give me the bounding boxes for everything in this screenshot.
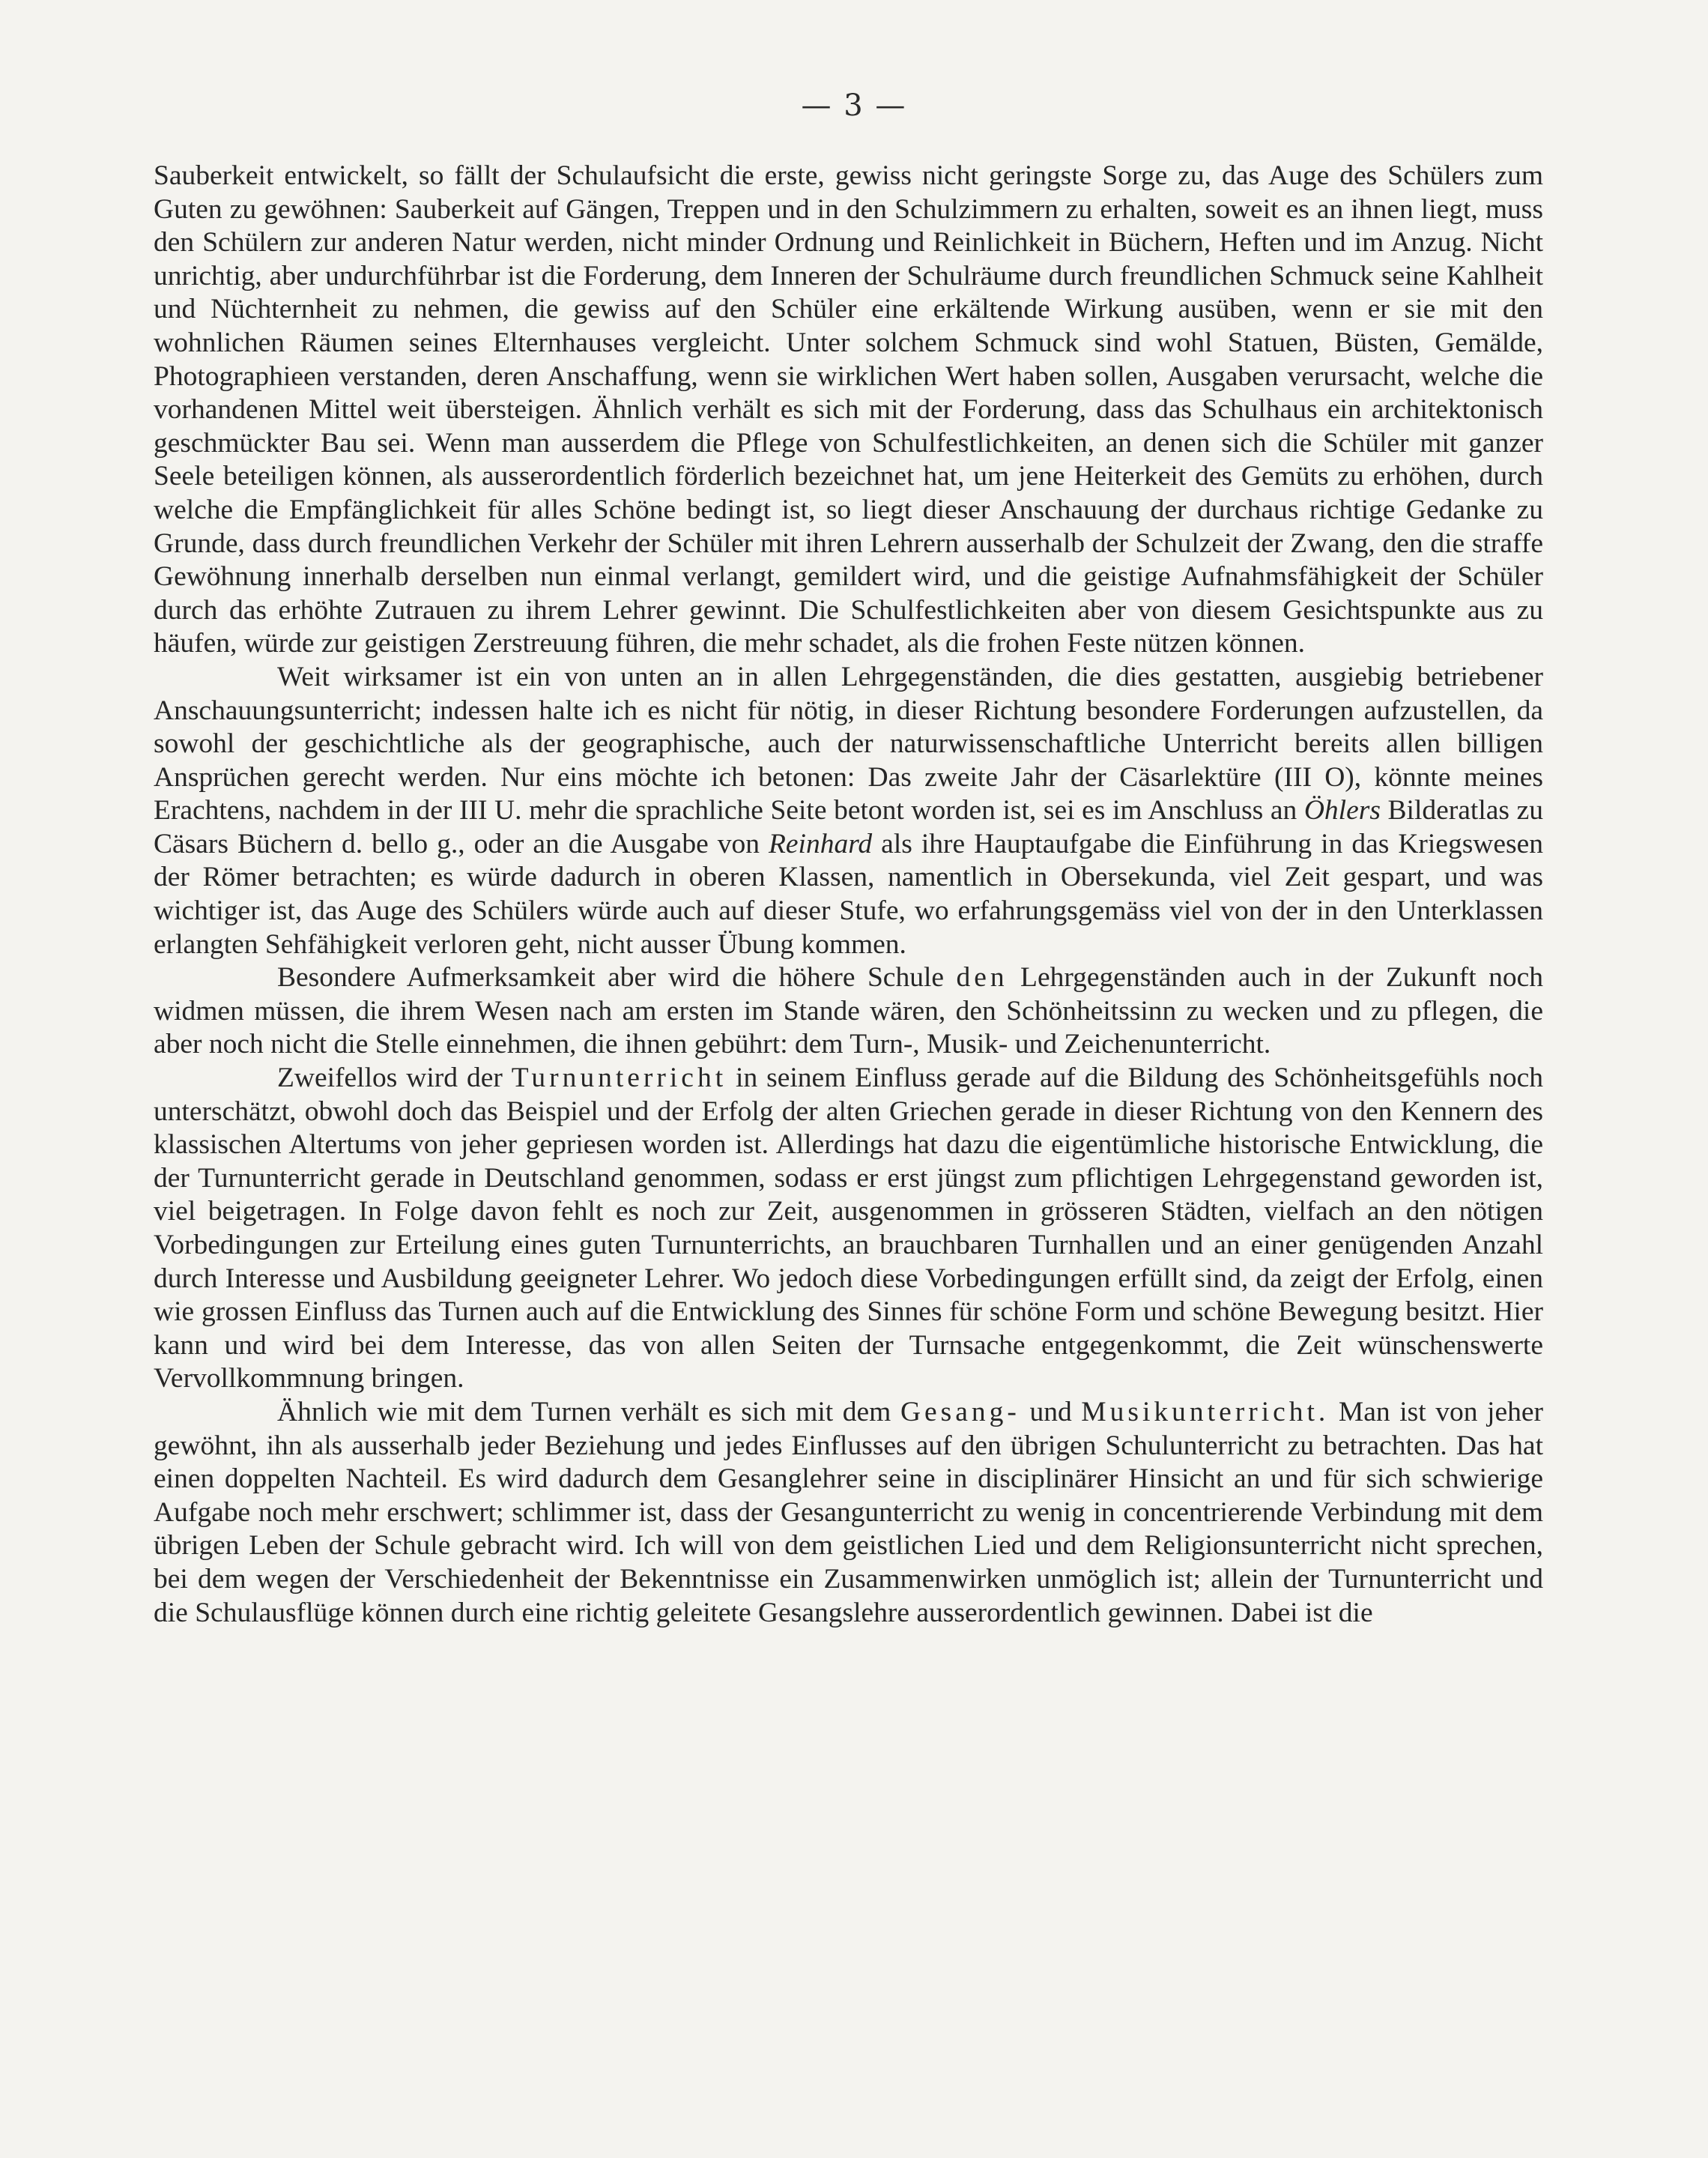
paragraph-1 (154, 160, 1543, 661)
italic-name: Öhlers (1303, 795, 1381, 826)
paragraph-3 (154, 961, 1543, 1062)
paragraph-2 (154, 661, 1543, 961)
text-run: Sauberkeit entwickelt, so fällt der Schulaufsicht die erste, gewiss nicht geringste Sorge zu, das Auge des Schülers zum Guten zu gewöhnen: Sauberkeit auf Gängen, Treppen und in den Schulzimmern zu erhalten, soweit es an ihnen liegt, muss den Schülern zur anderen Natur werden, nicht minder Ordnung und Reinlichkeit in Büchern, Heften und im Anzug. Nicht unrichtig, aber undurchführbar ist die Forderung, dem Inneren der Schulräume durch freundlichen Schmuck seine Kahlheit und Nüchternheit zu nehmen, die gewiss auf den Schüler eine erkältende Wirkung ausüben, wenn er sie mit den wohnlichen Räumen seines Elternhauses vergleicht. Unter solchem Schmuck sind wohl Statuen, Büsten, Gemälde, Photographieen verstanden, deren Anschaffung, wenn sie wirklichen Wert haben sollen, Ausgaben verursacht, welche die vorhandenen Mittel weit übersteigen. Ähnlich verhält es sich mit der Forderung, dass das Schulhaus ein architektonisch geschmückter Bau sei. Wenn man ausserdem die Pflege von Schulfestlichkeiten, an denen sich die Schüler mit ganzer Seele beteiligen können, als ausserordentlich förderlich bezeichnet hat, um jene Heiterkeit des Gemüts zu erhöhen, durch welche die Empfänglichkeit für alles Schöne bedingt ist, so liegt dieser Anschauung der durchaus richtige Gedanke zu Grunde, dass durch freundlichen Verkehr der Schüler mit ihren Lehrern ausserhalb der Schulzeit der Zwang, den die straffe Gewöhnung innerhalb derselben nun einmal verlangt, gemildert wird, und die geistige Aufnahmsfähigkeit der Schüler durch das erhöhte Zutrauen zu ihrem Lehrer gewinnt. Die Schulfestlichkeiten aber von diesem Gesichtspunkte aus zu häufen, würde zur geistigen Zerstreuung führen, die mehr schadet, als die frohen Feste nützen können. (154, 160, 1543, 659)
text-run: Zweifellos wird der (277, 1063, 512, 1094)
text-run: in seinem Einfluss gerade auf die Bildung des Schönheitsgefühls noch unterschätzt, obwohl doch das Beispiel und der Erfolg der alten Griechen gerade in dieser Richtung von den Kennern des klassischen Altertums von jeher gepriesen worden ist. Allerdings hat dazu die eigentümliche historische Entwicklung, die der Turnunterricht gerade in Deutschland genommen, sodass er erst jüngst zum pflichtigen Lehrgegenstand geworden ist, viel beigetragen. In Folge davon fehlt es noch zur Zeit, ausgenommen in grösseren Städten, vielfach an den nötigen Vorbedingungen zur Erteilung eines guten Turnunterrichts, an brauchbaren Turnhallen und an einer genügenden Anzahl durch Interesse und Ausbildung geeigneter Lehrer. Wo jedoch diese Vorbedingungen erfüllt sind, da zeigt der Erfolg, einen wie grossen Einfluss das Turnen auch auf die Entwicklung des Sinnes für schöne Form und schöne Bewegung besitzt. Hier kann und wird bei dem Interesse, das von allen Seiten der Turnsache entgegenkommt, die Zeit wünschenswerte Vervollkommnung bringen. (154, 1063, 1544, 1394)
text-run: als ihre Hauptaufgabe die Einführung in das Kriegswesen der Römer betrachten; es würde dadurch in oberen Klassen, namentlich in Obersekunda, viel Zeit gespart, und was wichtiger ist, das Auge des Schülers würde auch auf dieser Stufe, wo erfahrungsgemäss viel von der in den Unterklassen erlangten Sehfähigkeit verloren geht, nicht ausser Übung kommen. (154, 828, 1544, 960)
spaced-emphasis: Gesang- (900, 1396, 1020, 1427)
text-run: Ähnlich wie mit dem Turnen verhält es sich mit dem (277, 1396, 900, 1427)
text-run: Bilderatlas zu Cäsars Büchern d. bello g., oder an die Ausgabe von (154, 795, 1543, 859)
text-run: Man ist von jeher gewöhnt, ihn als ausserhalb jeder Beziehung und jedes Einflusses auf den übrigen Schulunterricht zu betrachten. Das hat einen doppelten Nachteil. Es wird dadurch dem Gesanglehrer seine in disciplinärer Hinsicht an und für sich schwierige Aufgabe noch mehr erschwert; schlimmer ist, dass der Gesangunterricht zu wenig in concentrierende Verbindung mit dem übrigen Leben der Schule gebracht wird. Ich will von dem geistlichen Lied und dem Religionsunterricht nicht sprechen, bei dem wegen der Verschiedenheit der Bekenntnisse ein Zusammenwirken unmöglich ist; allein der Turnunterricht und die Schulausflüge können durch eine richtig geleitete Gesangslehre ausserordentlich gewinnen. Dabei ist die (154, 1396, 1543, 1628)
text-run: und (1020, 1396, 1082, 1427)
spaced-emphasis: Turnunterricht (511, 1063, 727, 1094)
text-run: Besondere Aufmerksamkeit aber wird die höhere Schule (277, 962, 957, 994)
page-number: — 3 — (801, 88, 907, 123)
italic-name: Reinhard (769, 828, 873, 859)
paragraph-4 (154, 1062, 1543, 1396)
text-run: Lehrgegenständen auch in der Zukunft noch widmen müssen, die ihrem Wesen nach am ersten im Stande wären, den Schönheitssinn zu wecken und zu pflegen, die aber noch nicht die Stelle einnehmen, die ihnen gebührt: dem Turn-, Musik- und Zeichenunterricht. (154, 962, 1543, 1060)
spaced-emphasis: den (956, 962, 1008, 994)
text-run: Weit wirksamer ist ein von unten an in allen Lehrgegenständen, die dies gestatten, ausgiebig betriebener Anschauungsunterricht; indessen halte ich es nicht für nötig, in dieser Richtung besondere Forderungen aufzustellen, da sowohl der geschichtliche als der geographische, auch der naturwissenschaftliche Unterricht bereits allen billigen Ansprüchen gerecht werden. Nur eins möchte ich betonen: Das zweite Jahr der Cäsarlektüre (III O), könnte meines Erachtens, nachdem in der III U. mehr die sprachliche Seite betont worden ist, sei es im Anschluss an (154, 661, 1543, 826)
paragraph-5 (154, 1396, 1543, 1630)
body-text (154, 160, 1543, 1630)
spaced-emphasis: Musikunterricht. (1081, 1396, 1330, 1427)
